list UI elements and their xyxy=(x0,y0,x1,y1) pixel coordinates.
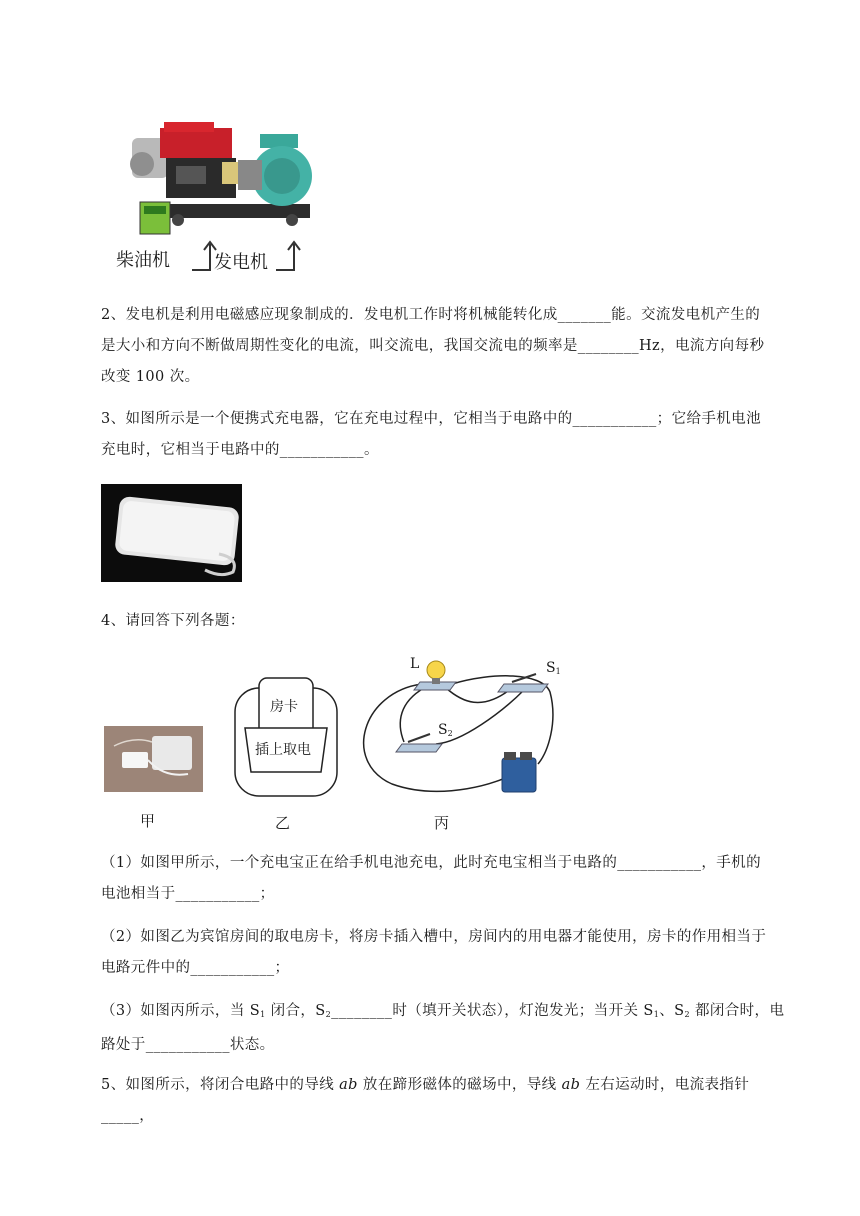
q4-title: 4、请回答下列各题： xyxy=(101,613,245,629)
q4-part3 xyxy=(101,996,801,1061)
caption-yi: 乙 xyxy=(275,814,291,832)
p3-text-b: 闭合，S xyxy=(265,1003,326,1019)
q5-text-a: 5、如图所示，将闭合电路中的导线 xyxy=(101,1077,340,1093)
q4-p3-line2: 路处于___________状态。 xyxy=(101,1037,275,1053)
q4-p2-line2: 电路元件中的___________； xyxy=(101,960,290,976)
circuit-label-S2 xyxy=(438,722,453,738)
card-top-label: 房卡 xyxy=(270,699,298,715)
question-2 xyxy=(101,300,801,393)
caption-bing: 丙 xyxy=(434,814,450,832)
caption-jia: 甲 xyxy=(140,812,156,830)
q5-text-c: 左右运动时，电流表指针_____， xyxy=(101,1077,750,1124)
q4-part1 xyxy=(101,848,801,910)
circuit-label-L: L xyxy=(410,656,420,672)
q2-line1: 2、发电机是利用电磁感应现象制成的．发电机工作时将机械能转化成_______能。交流发电机产生的 xyxy=(101,307,761,323)
card-holder-drawing xyxy=(233,668,339,798)
q3-line2: 充电时，它相当于电路中的___________。 xyxy=(101,442,379,458)
q4-p1-line2: 电池相当于___________； xyxy=(101,886,275,902)
card-slot-label: 插上取电 xyxy=(255,742,311,758)
question-5 xyxy=(101,1070,801,1132)
p3-text-c: ________时（填开关状态），灯泡发光；当开关 S xyxy=(331,1003,654,1019)
q4-part2 xyxy=(101,922,801,984)
s1-subscript: 1 xyxy=(555,667,561,676)
s2-letter: S xyxy=(438,722,448,738)
p3-text-e: 都闭合时，电 xyxy=(689,1003,785,1019)
p3-text-d: 、S xyxy=(659,1003,685,1019)
question-3 xyxy=(101,404,801,466)
q3-line1: 3、如图所示是一个便携式充电器，它在充电过程中，它相当于电路中的___________；它给手机电池 xyxy=(101,411,761,427)
p3-sub1: 1 xyxy=(260,1010,266,1019)
q4-p3-line1 xyxy=(101,996,801,1030)
q2-line3: 改变 100 次。 xyxy=(101,369,200,385)
p3-sub4: 2 xyxy=(684,1010,690,1019)
circuit-label-S1 xyxy=(546,660,561,676)
q5-ab-2: ab xyxy=(561,1077,581,1093)
s1-letter: S xyxy=(546,660,556,676)
figure-bing-circuit xyxy=(352,652,572,807)
figure-jia-image xyxy=(104,726,203,792)
label-diesel: 柴油机 xyxy=(116,250,170,271)
label-generator: 发电机 xyxy=(214,252,268,273)
q4-p1-line1: （1）如图甲所示，一个充电宝正在给手机电池充电，此时充电宝相当于电路的___________，手机的 xyxy=(101,855,761,871)
power-bank-image xyxy=(101,484,242,582)
p3-sub3: 1 xyxy=(653,1010,660,1019)
q5-ab-1: ab xyxy=(339,1077,358,1093)
q2-line2: 是大小和方向不断做周期性变化的电流，叫交流电，我国交流电的频率是________Hz，电流方向每秒 xyxy=(101,338,765,354)
generator-figure xyxy=(110,120,320,280)
p3-sub2: 2 xyxy=(325,1010,332,1019)
s2-subscript: 2 xyxy=(447,729,453,738)
q5-text-b: 放在蹄形磁体的磁场中，导线 xyxy=(357,1077,562,1093)
circuit-drawing xyxy=(352,652,572,807)
q4-p2-line1: （2）如图乙为宾馆房间的取电房卡，将房卡插入槽中，房间内的用电器才能使用，房卡的作用相当于 xyxy=(101,929,767,945)
figure-yi xyxy=(233,668,339,798)
p3-text-a: （3）如图丙所示，当 S xyxy=(101,1003,261,1019)
